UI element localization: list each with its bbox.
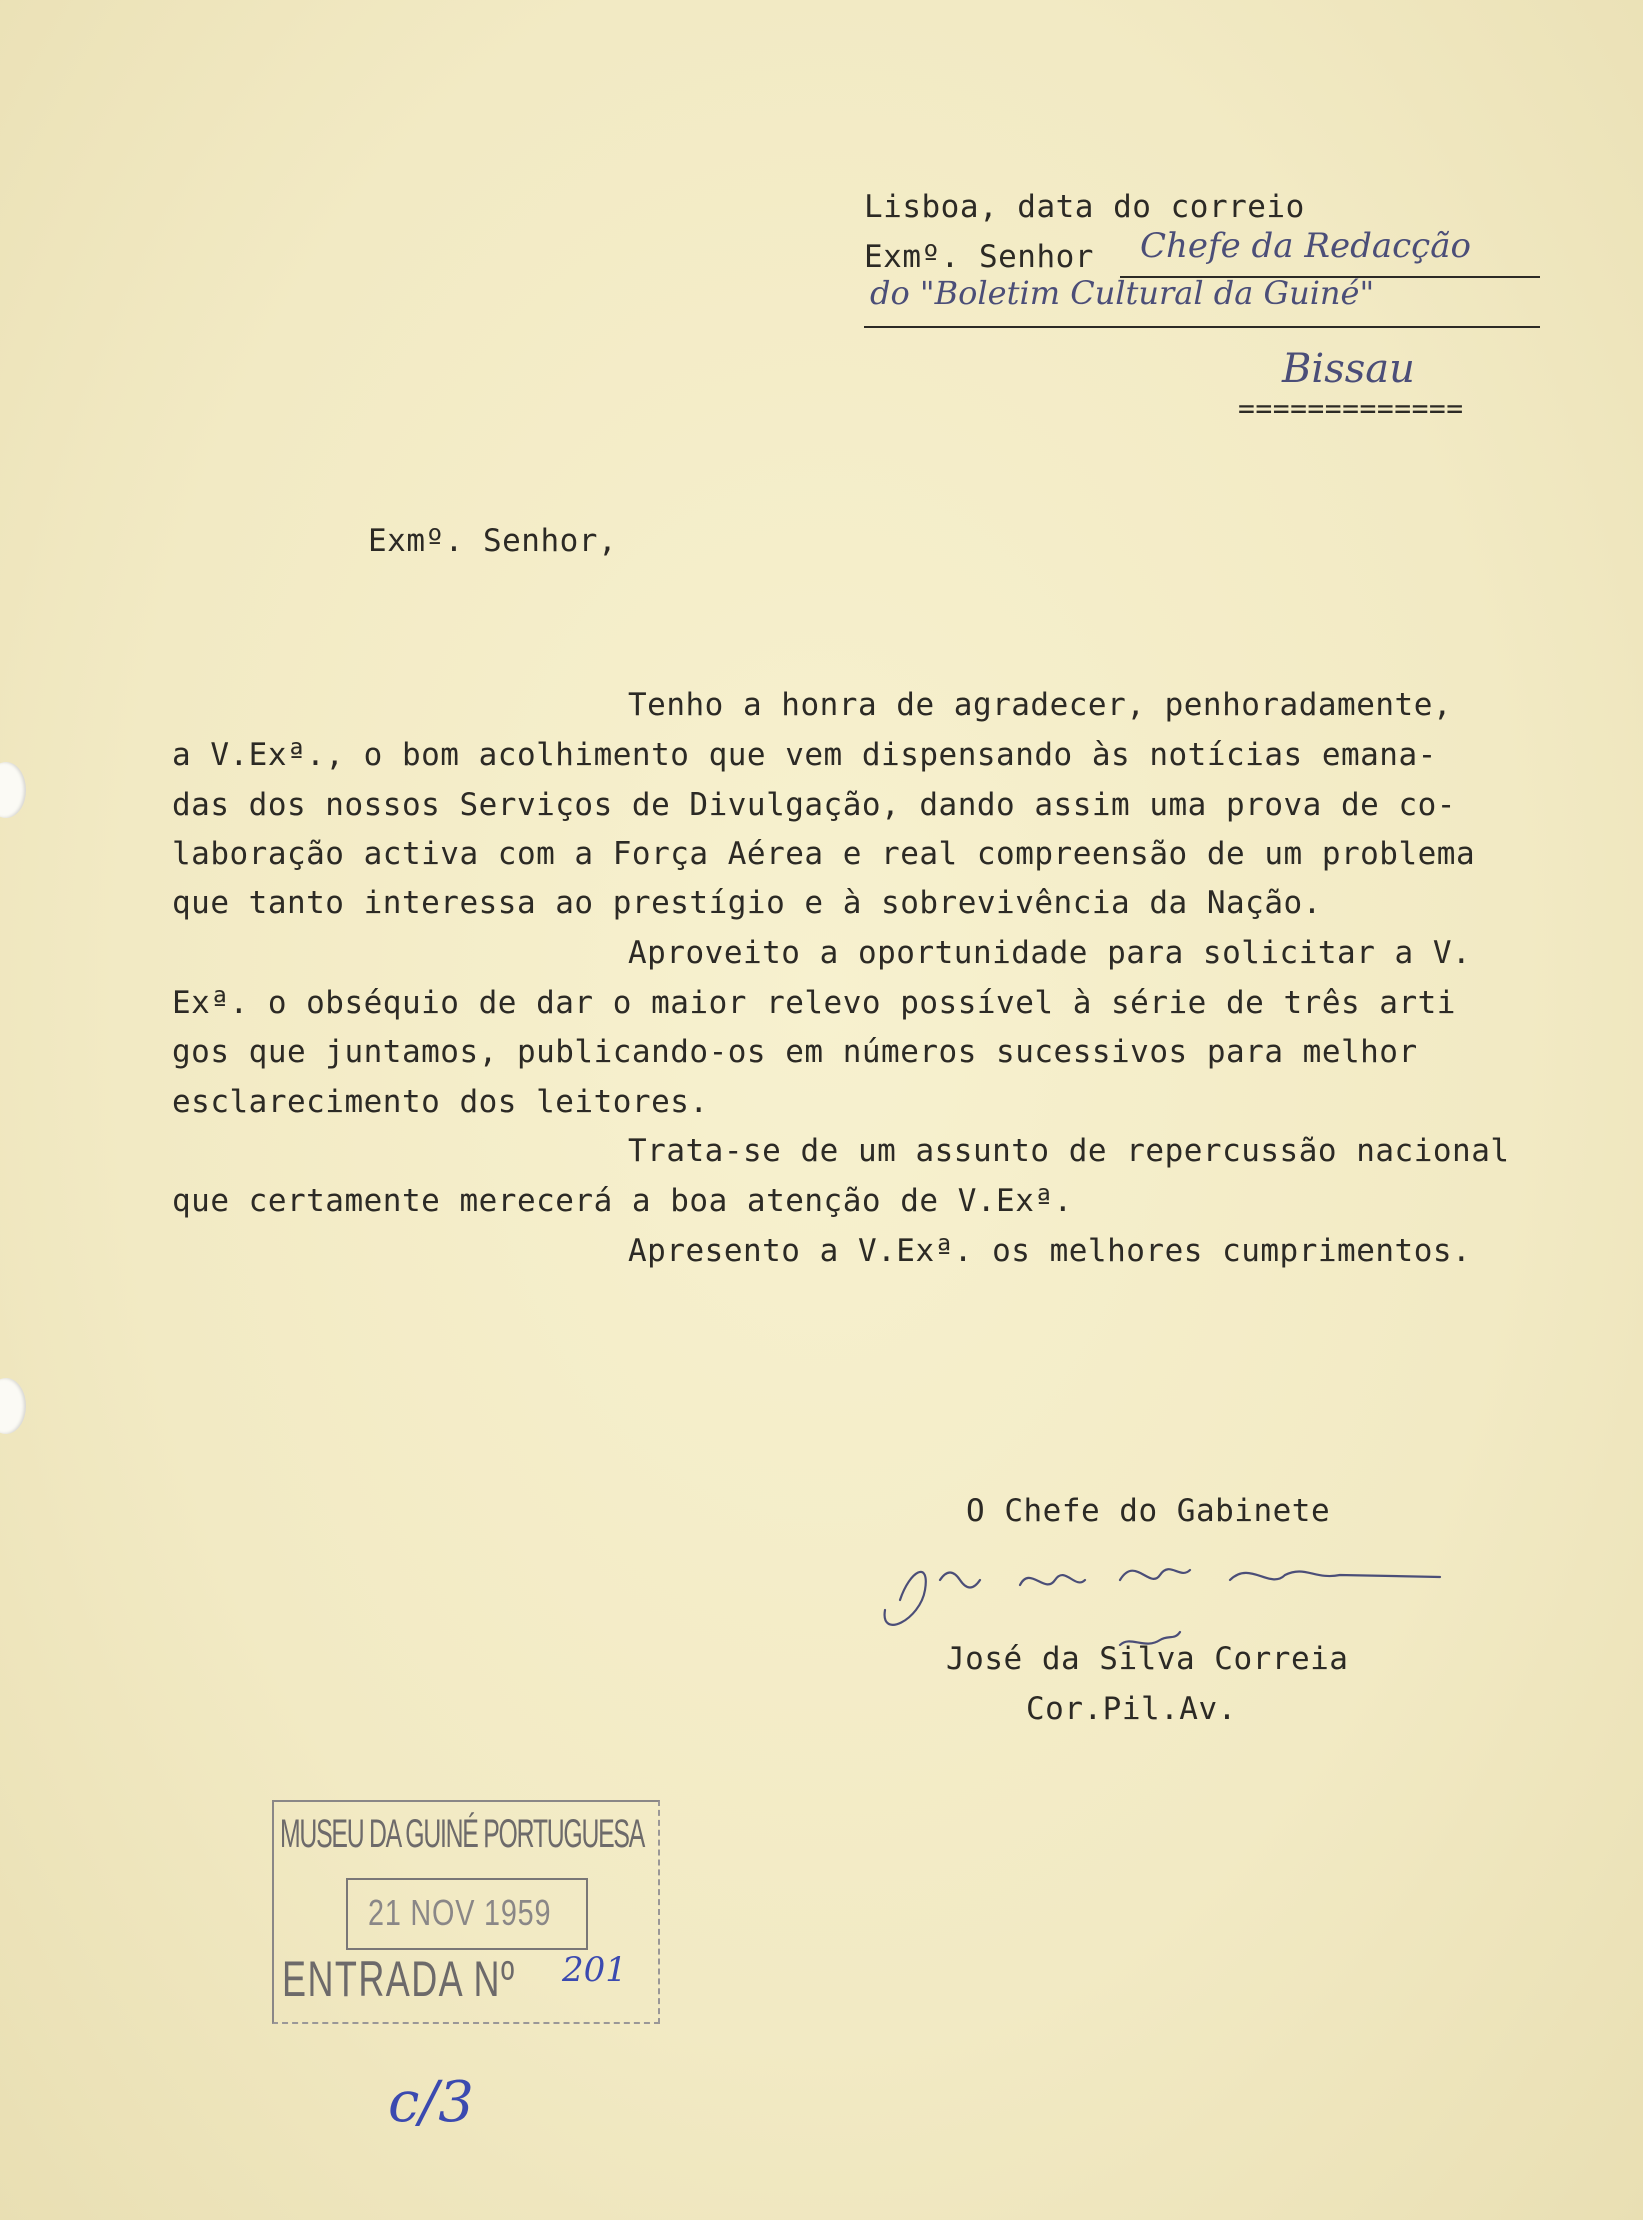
- body-line: Aproveito a oportunidade para solicitar a V.: [628, 935, 1472, 971]
- body-line: esclarecimento dos leitores.: [172, 1084, 709, 1120]
- salutation: Exmº. Senhor,: [368, 523, 618, 559]
- stamp-date-box: [346, 1878, 588, 1950]
- punch-hole: [0, 1378, 26, 1434]
- body-line: a V.Exª., o bom acolhimento que vem dispensando às notícias emana-: [172, 737, 1437, 773]
- body-line: gos que juntamos, publicando-os em números sucessivos para melhor: [172, 1034, 1418, 1070]
- body-line: que certamente merecerá a boa atenção de V.Exª.: [172, 1183, 1073, 1219]
- body-line: das dos nossos Serviços de Divulgação, dando assim uma prova de co-: [172, 787, 1456, 823]
- punch-hole: [0, 762, 26, 818]
- addressee-label: Exmº. Senhor: [864, 239, 1094, 275]
- body-line: laboração activa com a Força Aérea e real compreensão de um problema: [172, 836, 1476, 872]
- handwritten-annotation: c/3: [388, 2070, 474, 2135]
- body-line: Apresento a V.Exª. os melhores cumprimentos.: [628, 1233, 1472, 1269]
- stamp-museum-name: MUSEU DA GUINÉ PORTUGUESA: [280, 1812, 645, 1856]
- stamp-entry-number: 201: [562, 1950, 627, 1990]
- body-line: Tenho a honra de agradecer, penhoradamente,: [628, 687, 1453, 723]
- address-underline: [864, 326, 1540, 328]
- body-line: Trata-se de um assunto de repercussão nacional: [628, 1133, 1510, 1169]
- header-rule: =============: [1238, 392, 1464, 425]
- signature-rank: Cor.Pil.Av.: [1026, 1691, 1237, 1727]
- place-date: Lisboa, data do correio: [864, 189, 1305, 225]
- addressee-handwritten-3: Bissau: [1282, 346, 1415, 392]
- body-line: Exª. o obséquio de dar o maior relevo possível à série de três arti: [172, 985, 1456, 1021]
- stamp-entry-label: ENTRADA Nº: [282, 1951, 516, 2007]
- signature-title: O Chefe do Gabinete: [966, 1493, 1331, 1529]
- stamp-date: 21 NOV 1959: [368, 1892, 552, 1933]
- addressee-handwritten-1: Chefe da Redacção: [1140, 226, 1471, 266]
- museum-entry-stamp: [272, 1800, 662, 2025]
- body-line: que tanto interessa ao prestígio e à sobrevivência da Nação.: [172, 885, 1322, 921]
- addressee-handwritten-2: do "Boletim Cultural da Guiné": [870, 274, 1375, 312]
- signature-name: José da Silva Correia: [946, 1641, 1349, 1677]
